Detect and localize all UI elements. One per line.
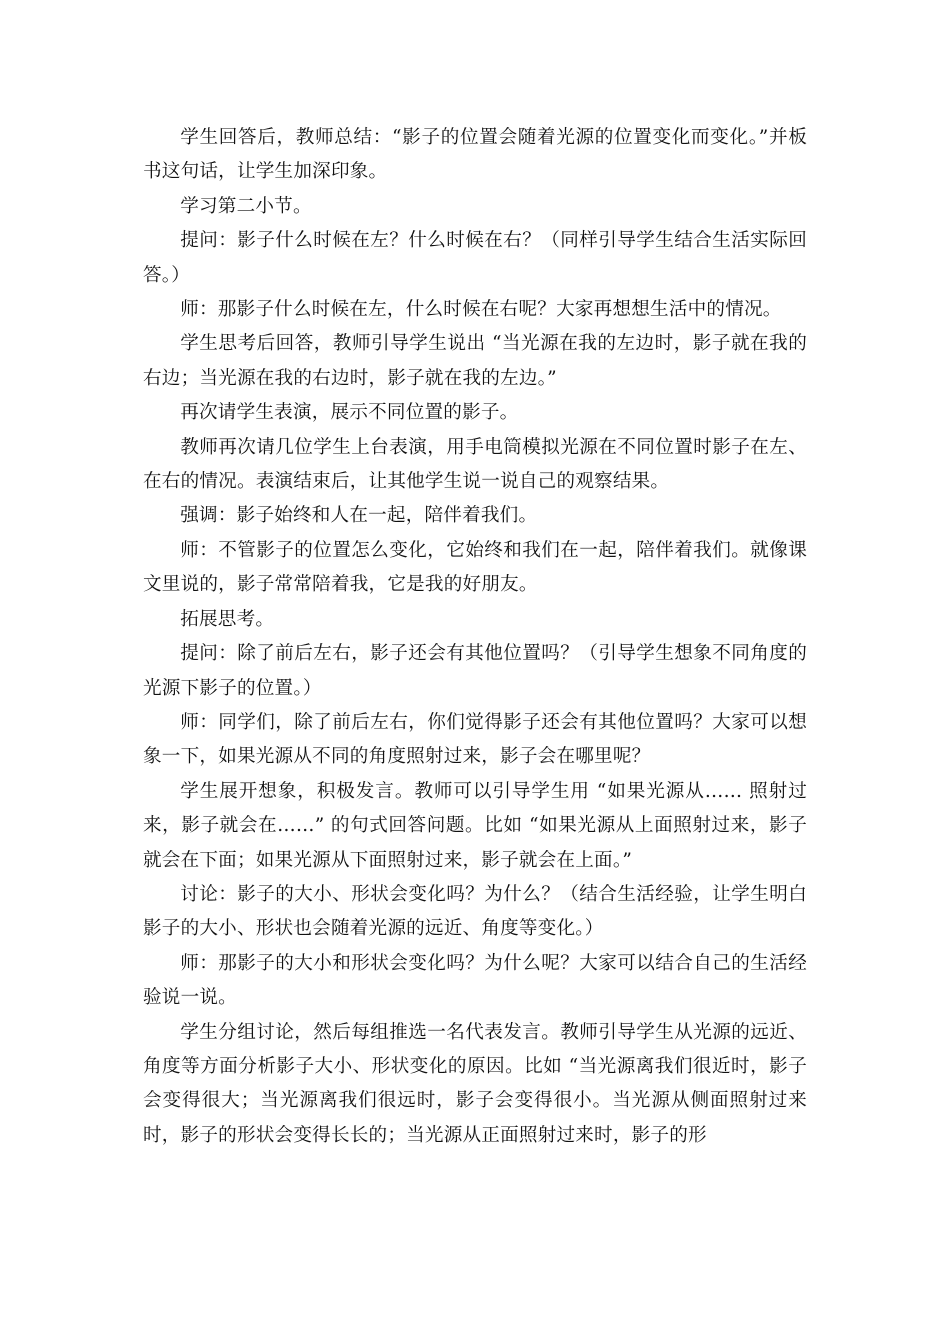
paragraph: 学生展开想象，积极发言。教师可以引导学生用 “如果光源从…… 照射过来，影子就会在……” 的句式回答问题。比如 “如果光源从上面照射过来，影子就会在下面；如果光源从下面照射过来，影子就会在上面。”	[143, 780, 807, 871]
paragraph: 教师再次请几位学生上台表演，用手电筒模拟光源在不同位置时影子在左、在右的情况。表演结束后，让其他学生说一说自己的观察结果。	[143, 436, 807, 493]
paragraph: 师：不管影子的位置怎么变化，它始终和我们在一起，陪伴着我们。就像课文里说的，影子常常陪着我，它是我的好朋友。	[143, 539, 807, 596]
paragraph: 师：那影子的大小和形状会变化吗？为什么呢？大家可以结合自己的生活经验说一说。	[143, 952, 807, 1009]
paragraph: 提问：影子什么时候在左？什么时候在右？（同样引导学生结合生活实际回答。）	[143, 230, 807, 286]
paragraph: 学生回答后，教师总结：“影子的位置会随着光源的位置变化而变化。”并板书这句话，让学生加深印象。	[143, 127, 807, 183]
paragraph: 学生分组讨论，然后每组推选一名代表发言。教师引导学生从光源的远近、角度等方面分析影子大小、形状变化的原因。比如 “当光源离我们很近时，影子会变得很大；当光源离我们很远时，影子会变得很小。当光源从侧面照射过来时，影子的形状会变得长长的；当光源从正面照射过来时，影子的形	[143, 1021, 807, 1146]
paragraph: 拓展思考。	[180, 608, 275, 630]
paragraph: 强调：影子始终和人在一起，陪伴着我们。	[180, 505, 538, 527]
paragraph: 再次请学生表演，展示不同位置的影子。	[180, 402, 519, 424]
paragraph: 学习第二小节。	[180, 195, 312, 217]
paragraph: 提问：除了前后左右，影子还会有其他位置吗？（引导学生想象不同角度的光源下影子的位置。）	[143, 643, 807, 699]
document-body	[143, 121, 807, 1153]
paragraph: 师：那影子什么时候在左，什么时候在右呢？大家再想想生活中的情况。	[180, 299, 782, 321]
paragraph: 师：同学们，除了前后左右，你们觉得影子还会有其他位置吗？大家可以想象一下，如果光源从不同的角度照射过来，影子会在哪里呢？	[143, 711, 807, 768]
paragraph: 讨论：影子的大小、形状会变化吗？为什么？（结合生活经验，让学生明白影子的大小、形状也会随着光源的远近、角度等变化。）	[143, 883, 807, 940]
paragraph: 学生思考后回答，教师引导学生说出 “当光源在我的左边时，影子就在我的右边；当光源在我的右边时，影子就在我的左边。”	[143, 333, 807, 389]
